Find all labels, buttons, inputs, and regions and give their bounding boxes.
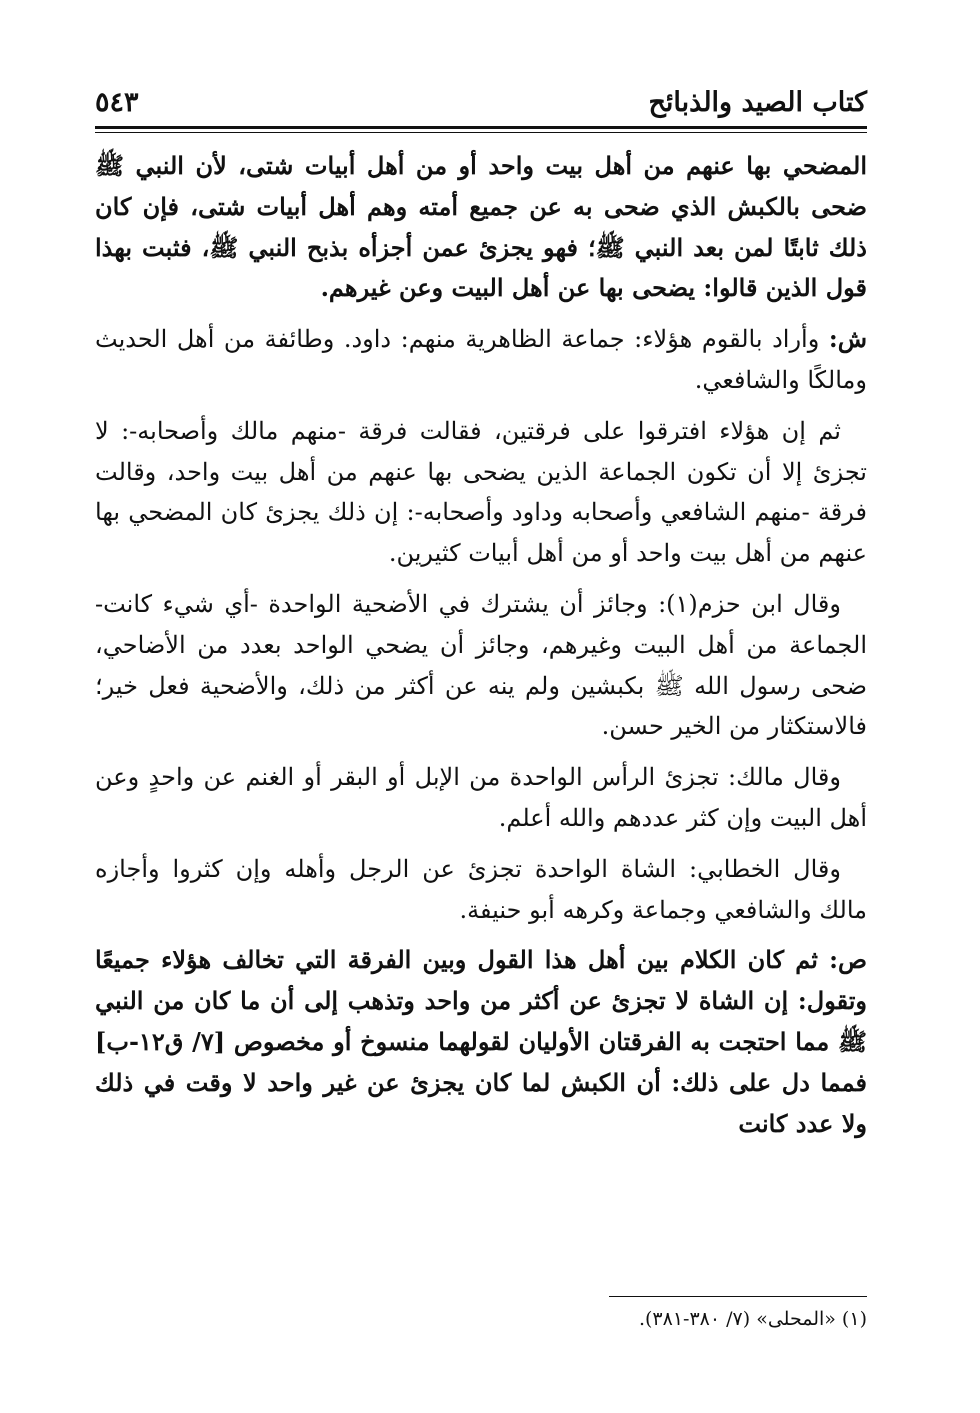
page-body <box>95 146 867 1154</box>
page-header <box>95 78 867 120</box>
paragraph-text: وقال ابن حزم(١): وجائز أن يشترك في الأضحية الواحدة -أي شيء كانت- الجماعة من أهل البيت وغيرهم، وجائز أن يضحي الواحد بعدد من الأضاحي، ضحى رسول الله ﷺ بكبشين ولم ينه عن أكثر من ذلك، والأضحية فعل خير؛ فالاستكثار من الخير حسن. <box>95 589 868 741</box>
paragraph-text: وقال مالك: تجزئ الرأس الواحدة من الإبل أو البقر أو الغنم عن واحدٍ وعن أهل البيت وإن كثر عددهم والله أعلم. <box>95 763 867 832</box>
paragraph-ibn-hazm <box>95 584 867 747</box>
paragraph-continuation <box>95 146 867 309</box>
paragraph-text: المضحي بها عنهم من أهل بيت واحد أو من أهل أبيات شتى، لأن النبي ﷺ ضحى بالكبش الذي ضحى به عن جميع أمته وهم أهل أبيات شتى، فإن كان ذلك ثابتًا لمن بعد النبي ﷺ؛ فهو يجزئ عمن أجزأه بذبح النبي ﷺ، فثبت بهذا قول الذين قالوا: يضحى بها عن أهل البيت وعن غيرهم. <box>95 151 868 303</box>
page-number: ٥٤٣ <box>95 87 139 118</box>
paragraph-text: ثم كان الكلام بين أهل هذا القول وبين الفرقة التي تخالف هؤلاء جميعًا وتقول: إن الشاة لا تجزئ عن أكثر من واحد وتذهب إلى أن ما كان من النبي ﷺ مما احتجت به الفرقتان الأوليان لقولهما منسوخ أو مخصوص [٧/ ق١٢-ب] فمما دل على ذلك: أن الكبش لما كان يجزئ عن غير واحد لا وقت في ذلك ولا عدد كانت <box>95 945 867 1138</box>
commentary-marker: ش: <box>828 324 867 354</box>
footnote: (١) «المحلى» (٧/ ٣٨٠-٣٨١). <box>638 1308 867 1330</box>
paragraph <box>95 411 867 574</box>
header-rule-thick <box>95 126 867 129</box>
text-marker: ص: <box>829 945 868 975</box>
paragraph-text-matn <box>95 940 867 1144</box>
paragraph-khattabi <box>95 849 867 931</box>
footnote-separator <box>609 1296 867 1297</box>
paragraph-commentary <box>95 319 867 401</box>
paragraph-text: وأراد بالقوم هؤلاء: جماعة الظاهرية منهم: داود. وطائفة من أهل الحديث ومالكًا والشافعي. <box>95 325 867 394</box>
paragraph-text: ثم إن هؤلاء افترقوا على فرقتين، فقالت فرقة -منهم مالك وأصحابه-: لا تجزئ إلا أن تكون الجماعة الذين يضحى بها عنهم من أهل بيت واحد، وقالت فرقة -منهم الشافعي وأصحابه وداود وأصحابه-: إن ذلك يجزئ كان المضحي بها عنهم من أهل بيت واحد أو من أهل أبيات كثيرين. <box>95 416 867 568</box>
running-title: كتاب الصيد والذبائح <box>648 87 867 118</box>
paragraph-malik <box>95 757 867 839</box>
header-rule-thin <box>95 132 867 133</box>
paragraph-text: وقال الخطابي: الشاة الواحدة تجزئ عن الرجل وأهله وإن كثروا وأجازه مالك والشافعي وجماعة وكرهه أبو حنيفة. <box>95 854 867 924</box>
